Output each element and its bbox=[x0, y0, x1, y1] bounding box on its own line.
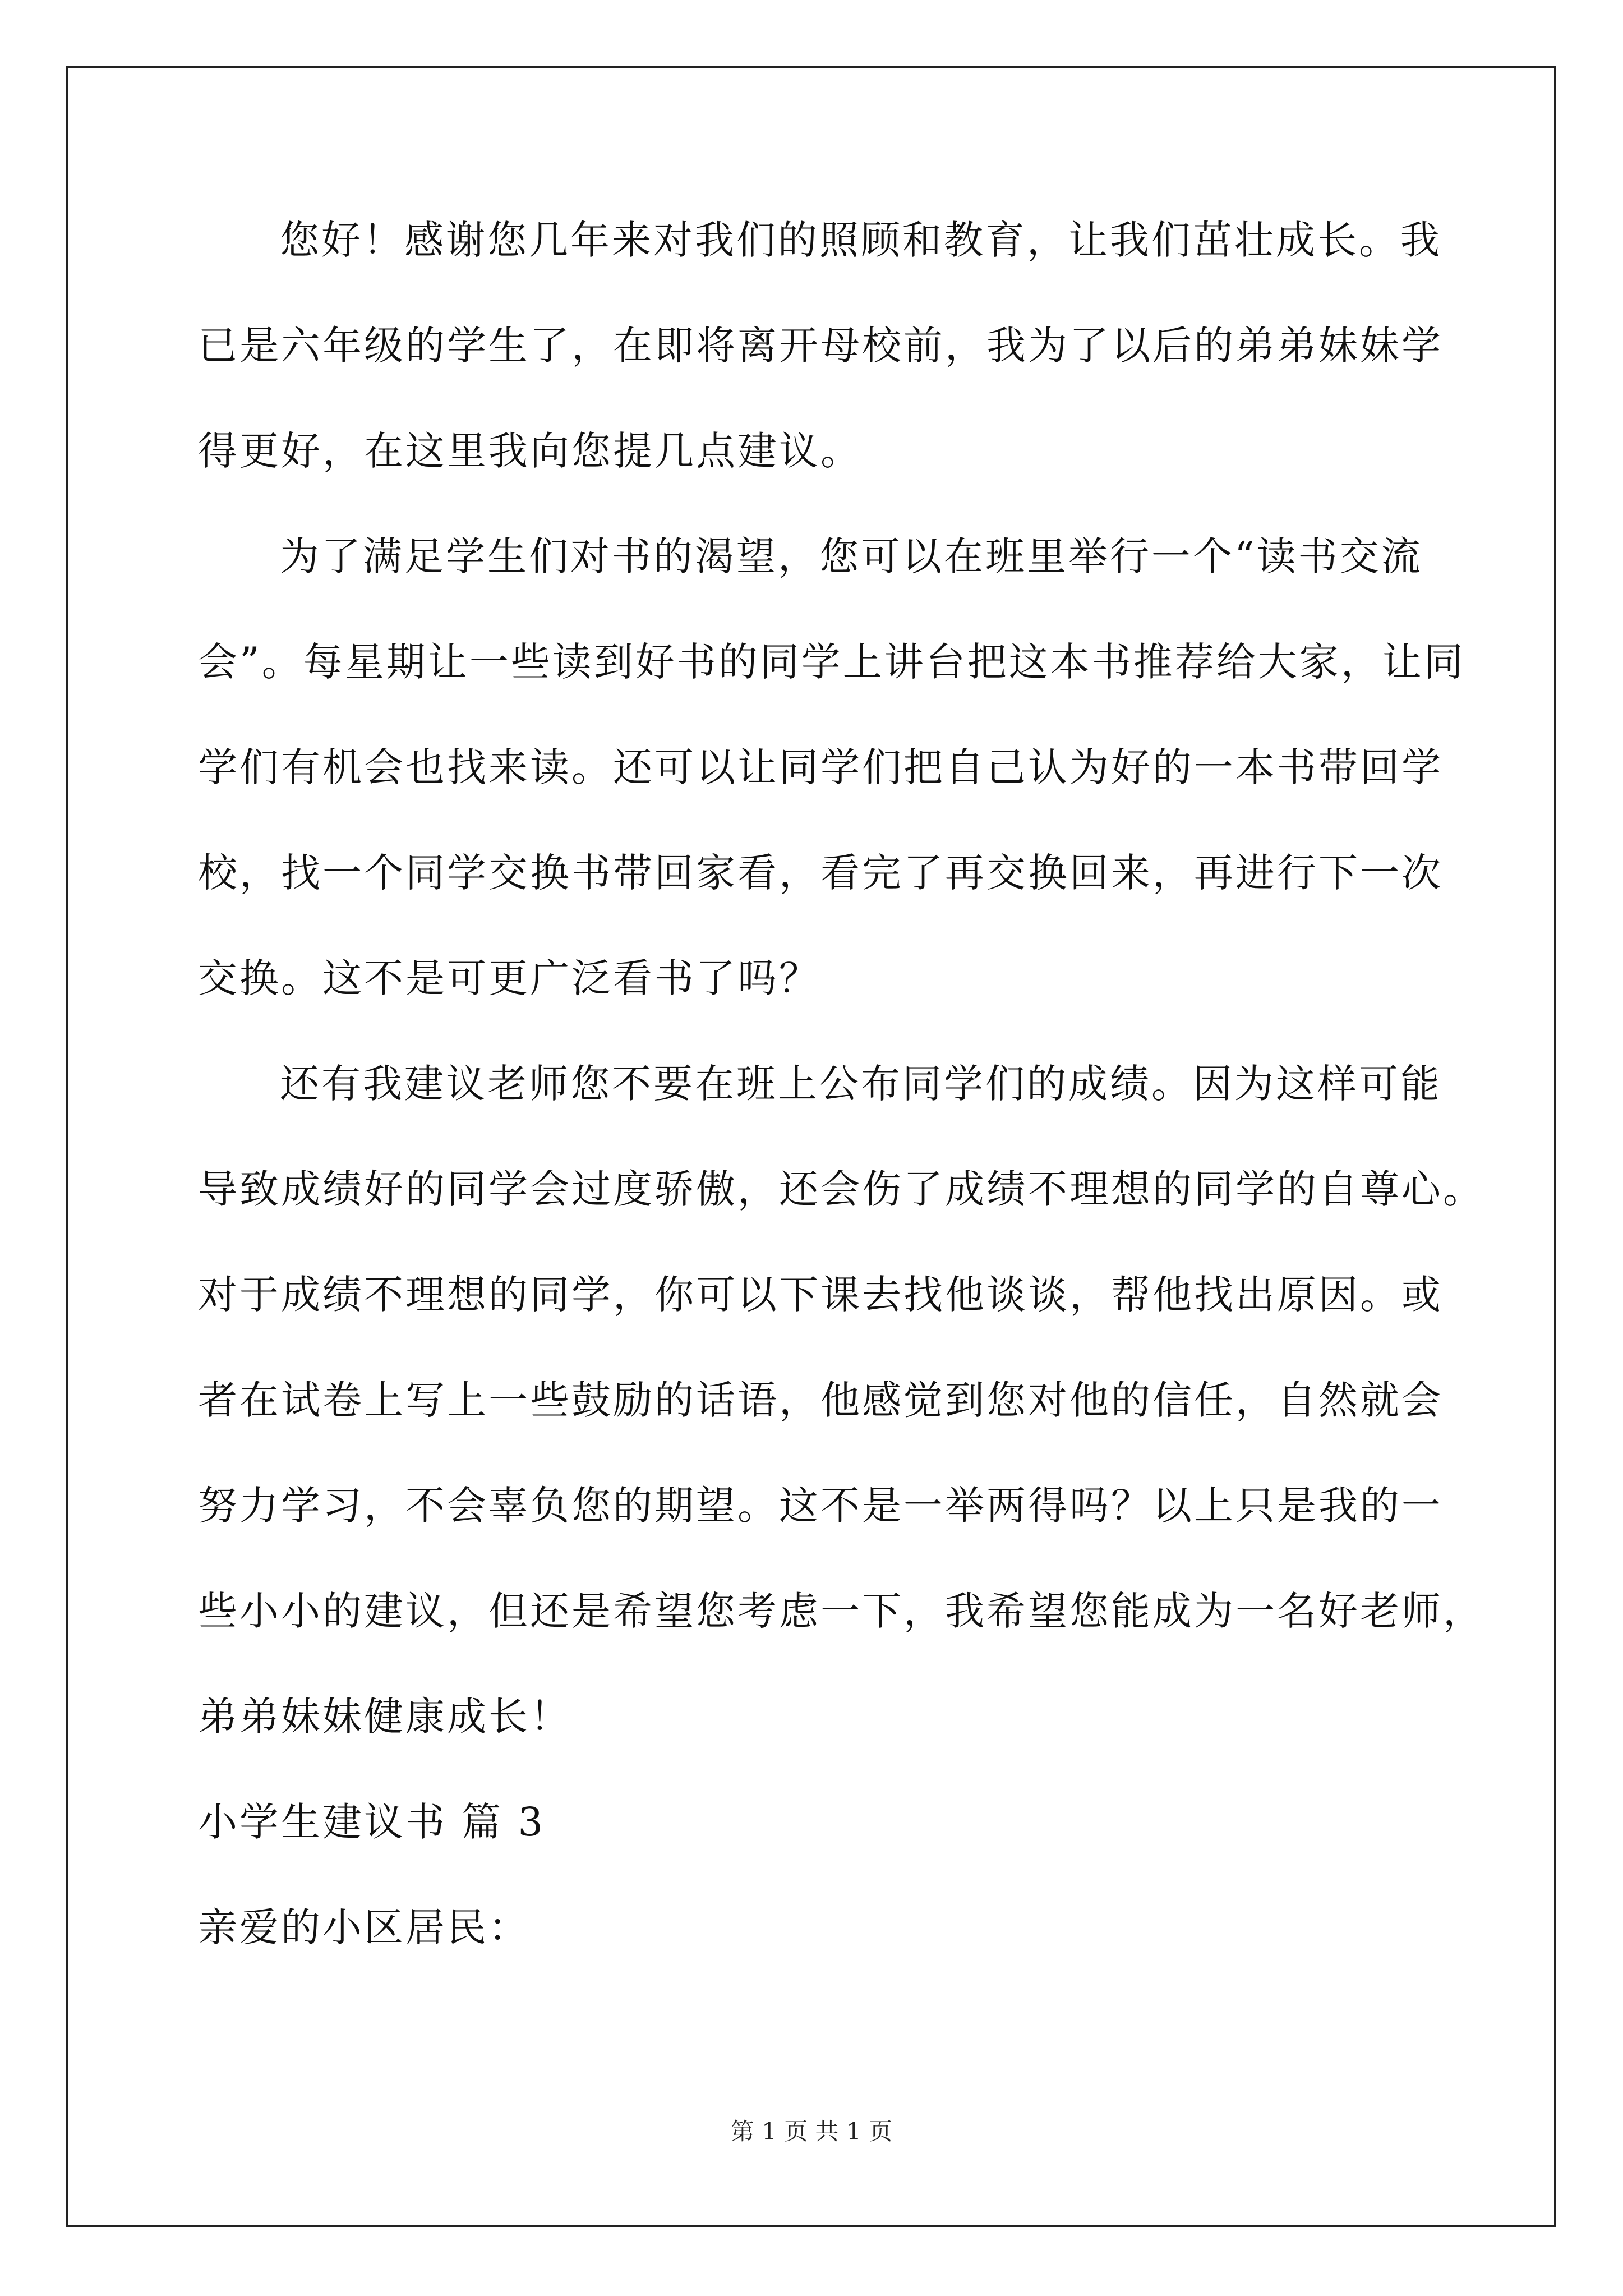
paragraph-1-line-1: 您好！感谢您几年来对我们的照顾和教育，让我们茁壮成长。我 bbox=[280, 217, 1442, 263]
salutation: 亲爱的小区居民： bbox=[198, 1904, 530, 1950]
paragraph-3-line-5: 努力学习，不会辜负您的期望。这不是一举两得吗？以上只是我的一 bbox=[198, 1483, 1443, 1529]
paragraph-3-line-1: 还有我建议老师您不要在班上公布同学们的成绩。因为这样可能 bbox=[280, 1061, 1442, 1107]
paragraph-1-line-3: 得更好，在这里我向您提几点建议。 bbox=[198, 428, 862, 474]
paragraph-2-line-3: 学们有机会也找来读。还可以让同学们把自己认为好的一本书带回学 bbox=[198, 744, 1443, 790]
paragraph-3-line-2: 导致成绩好的同学会过度骄傲，还会伤了成绩不理想的同学的自尊心。 bbox=[198, 1166, 1484, 1212]
paragraph-3-line-7: 弟弟妹妹健康成长！ bbox=[198, 1694, 571, 1740]
paragraph-2-line-2: 会”。每星期让一些读到好书的同学上讲台把这本书推荐给大家，让同 bbox=[198, 639, 1465, 685]
paragraph-1-line-2: 已是六年级的学生了，在即将离开母校前，我为了以后的弟弟妹妹学 bbox=[198, 323, 1443, 369]
page-frame bbox=[66, 66, 1556, 2227]
page-footer: 第 1 页 共 1 页 bbox=[730, 2118, 893, 2145]
paragraph-2-line-4: 校，找一个同学交换书带回家看，看完了再交换回来，再进行下一次 bbox=[198, 850, 1443, 896]
paragraph-3-line-6: 些小小的建议，但还是希望您考虑一下，我希望您能成为一名好老师， bbox=[198, 1588, 1484, 1634]
section-heading: 小学生建议书 篇 3 bbox=[198, 1799, 546, 1845]
paragraph-2-line-1: 为了满足学生们对书的渴望，您可以在班里举行一个“读书交流 bbox=[280, 533, 1423, 579]
paragraph-3-line-4: 者在试卷上写上一些鼓励的话语，他感觉到您对他的信任，自然就会 bbox=[198, 1377, 1443, 1423]
paragraph-3-line-3: 对于成绩不理想的同学，你可以下课去找他谈谈，帮他找出原因。或 bbox=[198, 1272, 1443, 1318]
paragraph-2-line-5: 交换。这不是可更广泛看书了吗？ bbox=[198, 955, 820, 1001]
